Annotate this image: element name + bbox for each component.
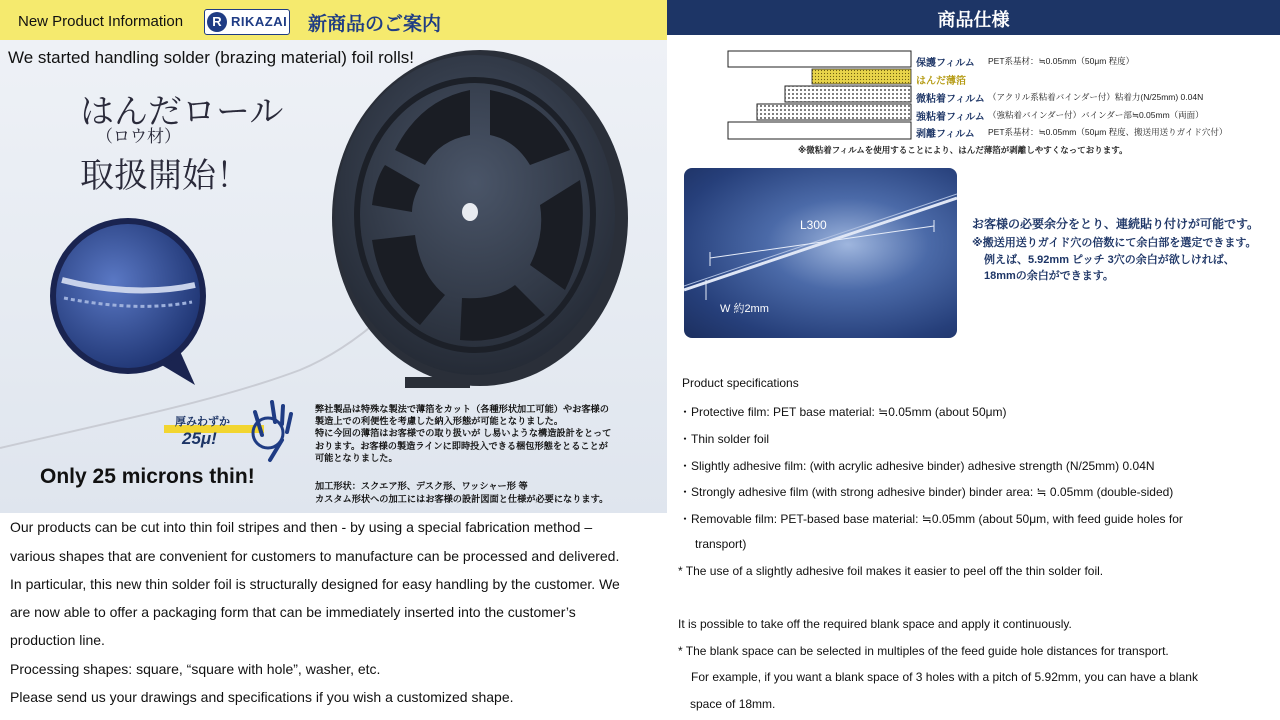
spec-item: transport) [695, 537, 747, 551]
layer-note: （アクリル系粘着バインダー付）粘着力(N/25mm) 0.04N [988, 92, 1204, 102]
description-line: production line. [10, 632, 105, 648]
hero-jp-paragraph [315, 403, 645, 464]
spec-item: ・Removable film: PET-based base material: ≒0.05mm (about 50μm, with feed guide holes for [679, 512, 1183, 526]
company-logo [204, 9, 290, 35]
description-line: Please send us your drawings and specifications if you wish a customized shape. [10, 689, 514, 705]
spec-item: ・Slightly adhesive film: (with acrylic adhesive binder) adhesive strength (N/25mm) 0.04N [679, 459, 1155, 473]
hero-jp-shapes: 加工形状：スクエア形、デスク形、ワッシャー形 等 [315, 481, 528, 491]
spec-header-title: 商品仕様 [937, 10, 1010, 30]
layer-removable [728, 122, 911, 139]
hero-jp-line2: （ロウ材） [96, 127, 181, 147]
thickness-value: 25μ! [182, 429, 217, 448]
jp-example-note-2: 18mmの余白ができます。 [984, 270, 1114, 282]
layer-strong-adhesive [757, 104, 911, 120]
header-right [667, 0, 1280, 35]
hero-jp-para-line: 製造上での利便性を考慮した納入形態が可能となりました。 [315, 416, 564, 427]
description-line: Our products can be cut into thin foil stripes and then - by using a special fabrication method – [10, 519, 593, 535]
layer-slight-adhesive [785, 86, 911, 102]
hero-jp-line3: 取扱開始！ [80, 156, 250, 196]
spec-item: ・Strongly adhesive film (with strong adhesive binder) binder area: ≒ 0.05mm (double-sided) [679, 485, 1174, 499]
description-line: Processing shapes: square, “square with hole”, washer, etc. [10, 661, 381, 677]
jp-example-note: 例えば、5.92mm ピッチ 3穴の余白が欲しければ、 [984, 254, 1235, 266]
spec-note: space of 18mm. [690, 697, 776, 711]
spec-blank: It is possible to take off the required blank space and apply it continuously. [678, 617, 1072, 631]
layer-protective [728, 51, 911, 67]
logo-mark-icon: R [207, 12, 227, 32]
layer-name: 微粘着フィルム [916, 94, 985, 105]
hero-jp-para-line: 可能となりました。 [315, 452, 398, 463]
header-en-title: New Product Information [18, 13, 184, 30]
spec-note: For example, if you want a blank space of 3 holes with a pitch of 5.92mm, you can have a blank [691, 670, 1198, 684]
thin-label: Only 25 microns thin! [40, 465, 255, 488]
hero-panel [0, 40, 667, 513]
layer-stack-diagram [727, 48, 912, 142]
logo-text: RIKAZAI [231, 14, 288, 29]
specs-title: Product specifications [682, 376, 799, 390]
layer-solder [812, 69, 911, 84]
layer-note: PET系基材：≒0.05mm（50μm 程度） [988, 56, 1135, 66]
description-line: various shapes that are convenient for customers to manufacture can be processed and delivered. [10, 548, 620, 564]
width-label: W 約2mm [720, 303, 769, 315]
layers-footnote: ※微粘着フィルムを使用することにより、はんだ薄箔が剥離しやすくなっております。 [798, 145, 1128, 155]
layer-name: 保護フィルム [916, 58, 975, 69]
spec-note: * The use of a slightly adhesive foil makes it easier to peel off the thin solder foil. [678, 564, 1104, 578]
hero-jp-line1: はんだロール [80, 92, 284, 132]
jp-continuous-note: お客様の必要余分をとり、連続貼り付けが可能です。 [972, 217, 1260, 231]
layer-note: PET系基材：≒0.05mm（50μm 程度、搬送用送りガイド穴付） [988, 127, 1228, 137]
hero-jp-para-line: 特に今回の薄箔はお客様での取り扱いが し易いような構造設計をとって [315, 428, 612, 439]
header-left [0, 0, 667, 40]
description-line: In particular, this new thin solder foil is structurally designed for easy handling by the customer. We [10, 576, 620, 592]
hero-jp-custom: カスタム形状への加工にはお客様の設計図面と仕様が必要になります。 [315, 494, 609, 504]
spec-note: * The blank space can be selected in multiples of the feed guide hole distances for transport. [678, 644, 1169, 658]
description-line: are now able to offer a packaging form that can be immediately inserted into the customer’s [10, 604, 576, 620]
spec-item: ・Protective film: PET base material: ≒0.05mm (about 50μm) [679, 405, 1007, 419]
hand-ok-icon [253, 402, 291, 460]
length-label: L300 [800, 218, 827, 232]
foil-strip-photo [684, 168, 957, 338]
spec-item: ・Thin solder foil [679, 432, 770, 446]
hero-jp-para-line: 弊社製品は特殊な製法で薄箔をカット（各種形状加工可能）やお客様の [315, 404, 609, 414]
header-jp-title: 新商品のご案内 [308, 14, 442, 35]
layer-name: はんだ薄箔 [916, 76, 966, 87]
hero-jp-para-line: おります。お客様の製造ラインに即時投入できる梱包形態をとることが [315, 440, 608, 451]
hero-headline: We started handling solder (brazing material) foil rolls! [8, 48, 414, 67]
thickness-jp-label: 厚みわずか [175, 416, 230, 428]
jp-blank-note: ※搬送用送りガイド穴の倍数にて余白部を選定できます。 [972, 237, 1257, 249]
layer-note: （強粘着バインダー付）バインダー部≒0.05mm（両面） [988, 110, 1204, 120]
layer-name: 強粘着フィルム [916, 112, 985, 123]
layer-name: 剥離フィルム [916, 129, 975, 140]
